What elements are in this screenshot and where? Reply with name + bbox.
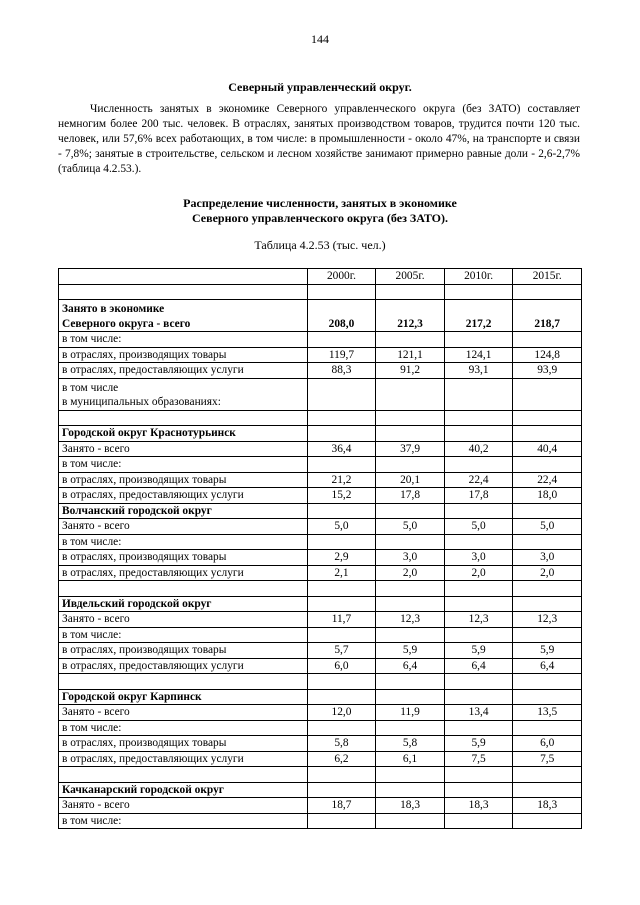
row-label bbox=[59, 674, 308, 690]
value-cell bbox=[513, 410, 582, 426]
header-cell: 2010г. bbox=[444, 269, 513, 285]
value-cell bbox=[376, 782, 445, 798]
table-row bbox=[59, 441, 582, 457]
value-cell: 18,3 bbox=[444, 798, 513, 814]
value-cell bbox=[513, 782, 582, 798]
table-row bbox=[59, 378, 582, 410]
value-cell bbox=[444, 782, 513, 798]
value-cell bbox=[513, 503, 582, 519]
table-row bbox=[59, 472, 582, 488]
row-label bbox=[59, 519, 308, 535]
value-cell: 5,9 bbox=[444, 736, 513, 752]
value-cell bbox=[307, 534, 376, 550]
value-cell: 37,9 bbox=[376, 441, 445, 457]
value-cell: 12,3 bbox=[513, 612, 582, 628]
value-cell: 119,7 bbox=[307, 347, 376, 363]
row-label bbox=[59, 503, 308, 519]
value-cell bbox=[444, 689, 513, 705]
table-row bbox=[59, 813, 582, 829]
value-cell bbox=[307, 284, 376, 300]
row-label bbox=[59, 581, 308, 597]
table-caption-line-1: Распределение численности, занятых в экономике bbox=[183, 196, 457, 210]
value-cell: 11,9 bbox=[376, 705, 445, 721]
table-row bbox=[59, 581, 582, 597]
value-cell: 5,9 bbox=[513, 643, 582, 659]
table-row bbox=[59, 751, 582, 767]
table-row bbox=[59, 284, 582, 300]
row-label bbox=[59, 426, 308, 442]
value-cell bbox=[513, 813, 582, 829]
value-cell bbox=[444, 674, 513, 690]
row-label-text: Волчанский городской округ bbox=[62, 504, 212, 517]
value-cell bbox=[444, 332, 513, 348]
value-cell bbox=[444, 503, 513, 519]
value-cell bbox=[376, 457, 445, 473]
row-label bbox=[59, 705, 308, 721]
value-cell bbox=[307, 674, 376, 690]
value-cell bbox=[513, 767, 582, 783]
value-cell bbox=[444, 378, 513, 410]
table-row bbox=[59, 627, 582, 643]
row-label bbox=[59, 751, 308, 767]
value-cell: 121,1 bbox=[376, 347, 445, 363]
row-label-text-line-2: в муниципальных образованиях: bbox=[62, 396, 221, 408]
row-label-text: в том числе: bbox=[62, 628, 122, 641]
value-cell: 12,0 bbox=[307, 705, 376, 721]
row-label bbox=[59, 363, 308, 379]
value-cell bbox=[513, 426, 582, 442]
value-cell: 17,8 bbox=[376, 488, 445, 504]
value-cell: 5,0 bbox=[376, 519, 445, 535]
table-row bbox=[59, 332, 582, 348]
row-label bbox=[59, 488, 308, 504]
value-cell bbox=[307, 378, 376, 410]
table-header-row bbox=[59, 269, 582, 285]
value-cell: 15,2 bbox=[307, 488, 376, 504]
table-row bbox=[59, 410, 582, 426]
row-label bbox=[59, 767, 308, 783]
value-cell: 5,9 bbox=[444, 643, 513, 659]
table-row bbox=[59, 457, 582, 473]
row-label bbox=[59, 378, 308, 410]
value-cell: 7,5 bbox=[444, 751, 513, 767]
employment-table bbox=[58, 268, 582, 829]
value-cell bbox=[444, 410, 513, 426]
value-cell: 124,8 bbox=[513, 347, 582, 363]
row-label bbox=[59, 658, 308, 674]
table-row bbox=[59, 534, 582, 550]
row-label bbox=[59, 300, 308, 332]
value-cell bbox=[513, 581, 582, 597]
row-label-text-line-2: Северного округа - всего bbox=[62, 317, 191, 330]
table-body bbox=[59, 284, 582, 829]
row-label-text: в отраслях, производящих товары bbox=[62, 473, 227, 486]
value-cell: 18,3 bbox=[376, 798, 445, 814]
value-cell bbox=[307, 720, 376, 736]
row-label bbox=[59, 347, 308, 363]
value-cell: 3,0 bbox=[513, 550, 582, 566]
page-number: 144 bbox=[311, 32, 329, 46]
value-cell bbox=[513, 689, 582, 705]
row-label-text: Занято - всего bbox=[62, 442, 130, 455]
table-row bbox=[59, 596, 582, 612]
value-cell: 3,0 bbox=[444, 550, 513, 566]
row-label-text: в отраслях, производящих товары bbox=[62, 644, 227, 656]
row-label-text: Занято - всего bbox=[62, 613, 130, 625]
row-label bbox=[59, 736, 308, 752]
row-label-text: в отраслях, производящих товары bbox=[62, 737, 227, 749]
value-cell bbox=[376, 534, 445, 550]
table-row bbox=[59, 565, 582, 581]
value-cell bbox=[513, 534, 582, 550]
value-cell: 6,0 bbox=[307, 658, 376, 674]
value-cell: 21,2 bbox=[307, 472, 376, 488]
value-cell: 18,3 bbox=[513, 798, 582, 814]
body-paragraph: Численность занятых в экономике Северного управленческого округа (без ЗАТО) составляет немногим более 200 тыс. человек. В отраслях, занятых производством товаров, трудится почти 120 тыс. человек, или 57,6% всех работающих, в том числе: в промышленности - около 47%, на транспорте и связи - 7,8%; занятые в строительстве, сельском и лесном хозяйстве занимают примерно равные доли - 2,6-2,7% (таблица 4.2.53.). bbox=[58, 103, 580, 175]
value-cell bbox=[307, 410, 376, 426]
row-label-text: Качканарский городской округ bbox=[62, 783, 224, 796]
value-cell bbox=[444, 596, 513, 612]
value-cell bbox=[376, 284, 445, 300]
value-cell bbox=[513, 674, 582, 690]
value-cell: 40,2 bbox=[444, 441, 513, 457]
header-cell: 2015г. bbox=[513, 269, 582, 285]
value-cell: 2,1 bbox=[307, 565, 376, 581]
value-cell bbox=[307, 627, 376, 643]
value-cell bbox=[376, 332, 445, 348]
table-row bbox=[59, 612, 582, 628]
value-cell: 93,1 bbox=[444, 363, 513, 379]
section-heading: Северный управленческий округ. bbox=[228, 80, 412, 94]
row-label-text: в отраслях, предоставляющих услуги bbox=[62, 364, 244, 376]
value-cell bbox=[307, 596, 376, 612]
value-cell: 124,1 bbox=[444, 347, 513, 363]
value-cell bbox=[376, 689, 445, 705]
value-cell bbox=[444, 627, 513, 643]
row-label bbox=[59, 643, 308, 659]
table-row bbox=[59, 782, 582, 798]
value-cell: 208,0 bbox=[307, 300, 376, 332]
row-label-text: Ивдельский городской округ bbox=[62, 597, 212, 610]
value-cell: 5,9 bbox=[376, 643, 445, 659]
table-row bbox=[59, 658, 582, 674]
row-label-text: Занято - всего bbox=[62, 706, 130, 718]
value-cell: 18,0 bbox=[513, 488, 582, 504]
row-label-text: Занято в экономике bbox=[62, 303, 165, 315]
table-row bbox=[59, 798, 582, 814]
row-label bbox=[59, 798, 308, 814]
table-row bbox=[59, 300, 582, 332]
value-cell bbox=[444, 426, 513, 442]
value-cell bbox=[307, 426, 376, 442]
table-row bbox=[59, 503, 582, 519]
value-cell bbox=[376, 720, 445, 736]
value-cell: 2,0 bbox=[513, 565, 582, 581]
value-cell: 88,3 bbox=[307, 363, 376, 379]
row-label bbox=[59, 720, 308, 736]
row-label-text: в отраслях, предоставляющих услуги bbox=[62, 566, 244, 579]
value-cell bbox=[376, 674, 445, 690]
value-cell: 2,9 bbox=[307, 550, 376, 566]
value-cell: 22,4 bbox=[513, 472, 582, 488]
row-label-text: в том числе: bbox=[62, 333, 122, 345]
value-cell bbox=[307, 767, 376, 783]
header-cell: 2000г. bbox=[307, 269, 376, 285]
row-label bbox=[59, 441, 308, 457]
value-cell: 5,8 bbox=[307, 736, 376, 752]
value-cell: 40,4 bbox=[513, 441, 582, 457]
value-cell bbox=[307, 581, 376, 597]
value-cell bbox=[376, 410, 445, 426]
table-row bbox=[59, 347, 582, 363]
row-label-text: в отраслях, предоставляющих услуги bbox=[62, 752, 244, 765]
row-label bbox=[59, 284, 308, 300]
header-cell: 2005г. bbox=[376, 269, 445, 285]
table-caption-line-2: Северного управленческого округа (без ЗАТО). bbox=[191, 211, 449, 225]
row-label-text: в том числе bbox=[62, 381, 119, 394]
value-cell bbox=[307, 813, 376, 829]
value-cell bbox=[444, 457, 513, 473]
value-cell bbox=[513, 284, 582, 300]
row-label-text: Занято - всего bbox=[62, 520, 130, 532]
row-label-text: в отраслях, производящих товары bbox=[62, 551, 227, 563]
value-cell bbox=[444, 581, 513, 597]
value-cell: 12,3 bbox=[444, 612, 513, 628]
row-label bbox=[59, 627, 308, 643]
value-cell: 7,5 bbox=[513, 751, 582, 767]
row-label-text: в отраслях, предоставляющих услуги bbox=[62, 489, 244, 501]
value-cell: 5,7 bbox=[307, 643, 376, 659]
row-label bbox=[59, 457, 308, 473]
row-label-text: Занято - всего bbox=[62, 799, 130, 811]
value-cell: 11,7 bbox=[307, 612, 376, 628]
row-label-text: Городской округ Карпинск bbox=[62, 690, 202, 703]
value-cell bbox=[444, 534, 513, 550]
value-cell bbox=[513, 457, 582, 473]
header-cell bbox=[59, 269, 308, 285]
row-label-text: в том числе: bbox=[62, 535, 122, 548]
row-label bbox=[59, 689, 308, 705]
value-cell: 2,0 bbox=[444, 565, 513, 581]
value-cell: 6,4 bbox=[444, 658, 513, 674]
value-cell bbox=[376, 767, 445, 783]
table-row bbox=[59, 426, 582, 442]
value-cell bbox=[513, 627, 582, 643]
value-cell bbox=[444, 284, 513, 300]
row-label bbox=[59, 596, 308, 612]
row-label-text: Городской округ Краснотурьинск bbox=[62, 427, 236, 439]
row-label bbox=[59, 332, 308, 348]
value-cell: 6,2 bbox=[307, 751, 376, 767]
value-cell: 212,3 bbox=[376, 300, 445, 332]
value-cell bbox=[376, 596, 445, 612]
value-cell: 5,0 bbox=[513, 519, 582, 535]
row-label bbox=[59, 612, 308, 628]
table-row bbox=[59, 488, 582, 504]
value-cell: 5,0 bbox=[307, 519, 376, 535]
table-row bbox=[59, 363, 582, 379]
value-cell: 6,4 bbox=[513, 658, 582, 674]
value-cell bbox=[444, 813, 513, 829]
value-cell: 91,2 bbox=[376, 363, 445, 379]
value-cell: 5,0 bbox=[444, 519, 513, 535]
table-row bbox=[59, 643, 582, 659]
value-cell: 13,4 bbox=[444, 705, 513, 721]
row-label-text: в том числе: bbox=[62, 458, 122, 470]
value-cell bbox=[513, 332, 582, 348]
row-label bbox=[59, 813, 308, 829]
table-row bbox=[59, 689, 582, 705]
value-cell: 20,1 bbox=[376, 472, 445, 488]
value-cell bbox=[307, 782, 376, 798]
value-cell bbox=[444, 720, 513, 736]
value-cell: 6,0 bbox=[513, 736, 582, 752]
row-label bbox=[59, 472, 308, 488]
table-row bbox=[59, 720, 582, 736]
table-row bbox=[59, 674, 582, 690]
table-label: Таблица 4.2.53 (тыс. чел.) bbox=[254, 238, 386, 252]
value-cell: 22,4 bbox=[444, 472, 513, 488]
value-cell bbox=[376, 426, 445, 442]
value-cell: 217,2 bbox=[444, 300, 513, 332]
value-cell bbox=[307, 457, 376, 473]
value-cell: 5,8 bbox=[376, 736, 445, 752]
table-row bbox=[59, 550, 582, 566]
row-label-text: в отраслях, производящих товары bbox=[62, 348, 227, 361]
row-label-text: в том числе: bbox=[62, 814, 122, 827]
value-cell: 6,1 bbox=[376, 751, 445, 767]
value-cell bbox=[307, 332, 376, 348]
row-label-text: в том числе: bbox=[62, 721, 122, 734]
value-cell: 18,7 bbox=[307, 798, 376, 814]
value-cell: 36,4 bbox=[307, 441, 376, 457]
row-label bbox=[59, 410, 308, 426]
value-cell: 2,0 bbox=[376, 565, 445, 581]
value-cell bbox=[376, 503, 445, 519]
value-cell bbox=[513, 378, 582, 410]
value-cell bbox=[444, 767, 513, 783]
table-row bbox=[59, 736, 582, 752]
row-label bbox=[59, 550, 308, 566]
value-cell: 93,9 bbox=[513, 363, 582, 379]
value-cell: 13,5 bbox=[513, 705, 582, 721]
value-cell: 3,0 bbox=[376, 550, 445, 566]
value-cell bbox=[307, 689, 376, 705]
row-label bbox=[59, 782, 308, 798]
value-cell: 12,3 bbox=[376, 612, 445, 628]
row-label-text: в отраслях, предоставляющих услуги bbox=[62, 659, 244, 672]
table-row bbox=[59, 705, 582, 721]
value-cell bbox=[376, 813, 445, 829]
value-cell: 218,7 bbox=[513, 300, 582, 332]
table-row bbox=[59, 519, 582, 535]
value-cell bbox=[513, 720, 582, 736]
row-label bbox=[59, 534, 308, 550]
value-cell bbox=[376, 627, 445, 643]
table-row bbox=[59, 767, 582, 783]
value-cell: 6,4 bbox=[376, 658, 445, 674]
value-cell bbox=[376, 581, 445, 597]
value-cell: 17,8 bbox=[444, 488, 513, 504]
value-cell bbox=[513, 596, 582, 612]
value-cell bbox=[376, 378, 445, 410]
row-label bbox=[59, 565, 308, 581]
value-cell bbox=[307, 503, 376, 519]
